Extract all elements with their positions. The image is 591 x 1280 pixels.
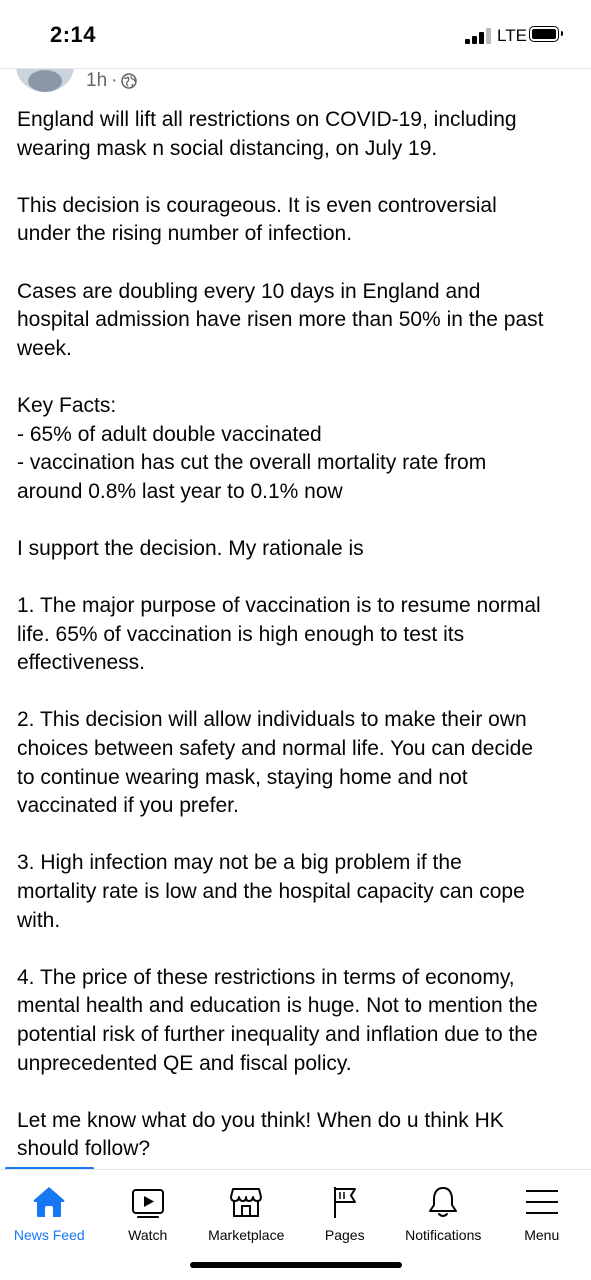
nav-label: Notifications [405, 1227, 482, 1243]
post-paragraph: 2. This decision will allow individuals to make their own choices between safety and normal life. You can decide to continue wearing mask, staying home and not vaccinated if you prefer. [17, 708, 534, 818]
nav-label: Marketplace [208, 1227, 285, 1243]
status-divider [0, 68, 591, 69]
flag-icon [327, 1184, 363, 1220]
nav-item-watch[interactable] [99, 1170, 198, 1280]
bell-icon [425, 1184, 461, 1220]
post-paragraph: Cases are doubling every 10 days in England and hospital admission have risen more than 50% in the past week. [17, 279, 544, 360]
post-timestamp[interactable]: 1h [86, 70, 108, 91]
post-paragraph: 3. High infection may not be a big problem if the mortality rate is low and the hospital capacity can cope with. [17, 851, 525, 932]
post-paragraph: Key Facts: - 65% of adult double vaccinated - vaccination has cut the overall mortality rate from around 0.8% last year to 0.1% now [17, 393, 487, 503]
marketplace-icon [228, 1184, 264, 1220]
nav-item-notifications[interactable] [394, 1170, 493, 1280]
post-paragraph: This decision is courageous. It is even controversial under the rising number of infection. [17, 193, 497, 246]
battery-icon [529, 26, 559, 42]
post-paragraph: 4. The price of these restrictions in terms of economy, mental health and education is huge. Not to mention the potential risk of further inequality and inflation due to the unprecedented QE and fiscal policy. [17, 965, 538, 1075]
post-paragraph: 1. The major purpose of vaccination is to resume normal life. 65% of vaccination is high enough to test its effectiveness. [17, 594, 541, 675]
nav-label: News Feed [13, 1227, 85, 1243]
post-paragraph: Let me know what do you think! When do u think HK should follow? [17, 1108, 504, 1161]
post-paragraph: I support the decision. My rationale is [17, 536, 364, 560]
post-meta [86, 70, 137, 92]
nav-label: Menu [524, 1227, 560, 1243]
watch-icon [130, 1184, 166, 1220]
home-icon [31, 1184, 67, 1220]
status-bar [0, 0, 591, 68]
nav-label: Watch [128, 1227, 168, 1243]
network-type: LTE [497, 26, 527, 45]
menu-icon [524, 1184, 560, 1220]
nav-item-news-feed[interactable] [0, 1170, 99, 1280]
status-time: 2:14 [50, 22, 97, 47]
signal-icon [465, 28, 491, 44]
post-body [17, 106, 582, 1193]
home-indicator [190, 1262, 402, 1268]
post-paragraph: England will lift all restrictions on COVID-19, including wearing mask n social distancing, on July 19. [17, 108, 517, 160]
globe-icon [121, 73, 137, 89]
nav-label: Pages [324, 1227, 365, 1243]
nav-item-menu[interactable] [493, 1170, 591, 1280]
meta-separator: · [111, 70, 118, 91]
